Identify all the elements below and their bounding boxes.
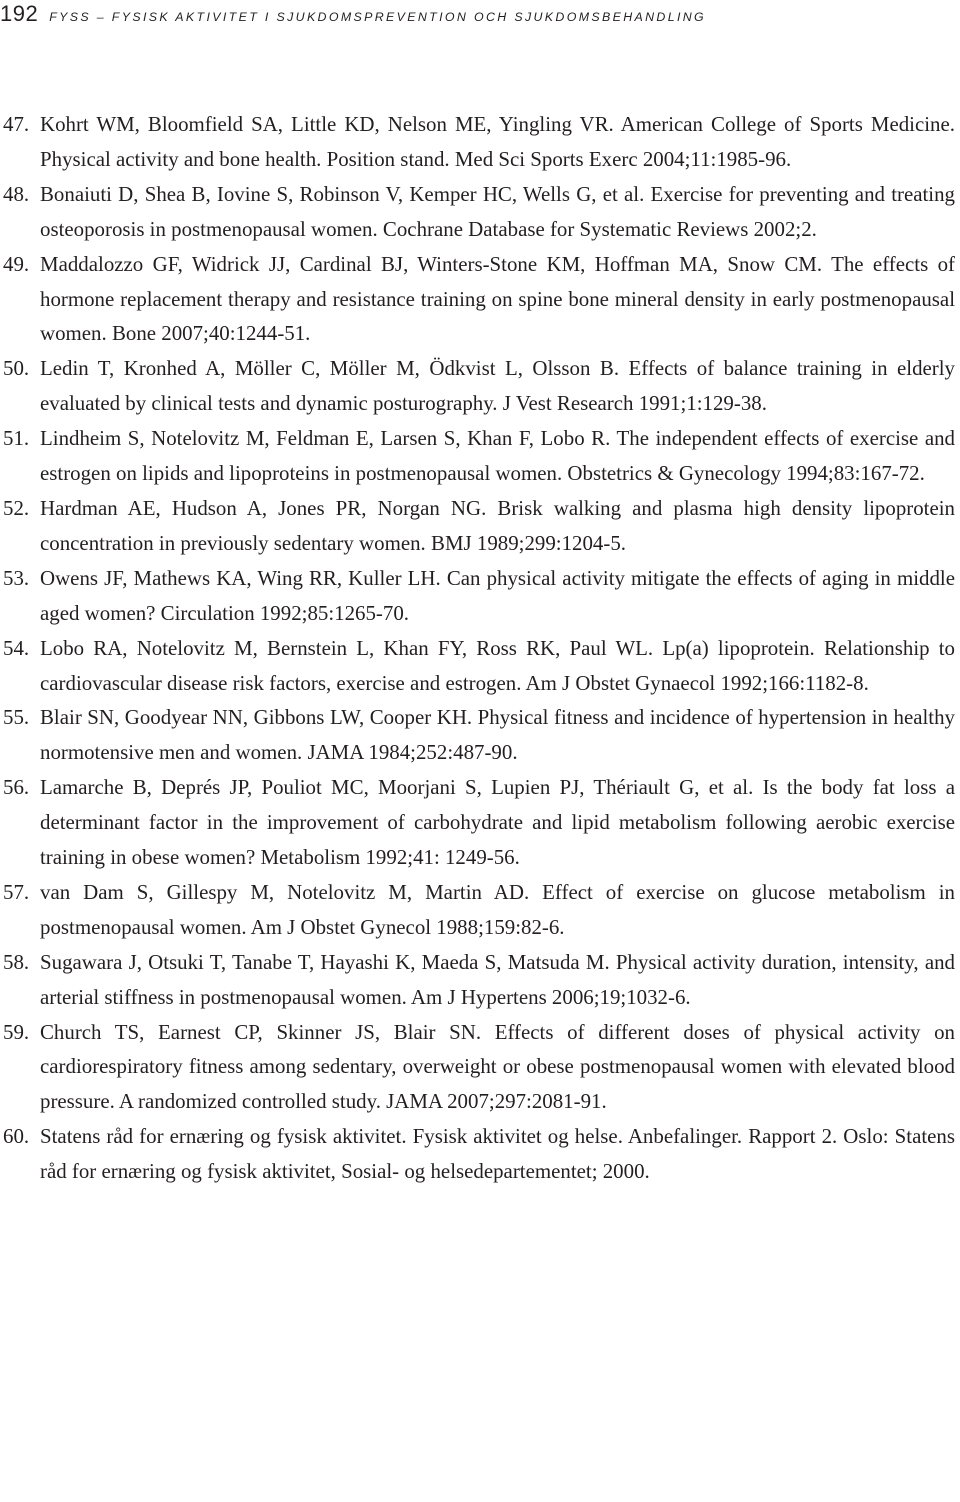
reference-text: Lindheim S, Notelovitz M, Feldman E, Larsen S, Khan F, Lobo R. The independent effects of exercise and estrogen on lipids and lipoproteins in postmenopausal women. Obstetrics & Gynecology 1994;83:167-72. [40,426,955,486]
reference-number: 52. [3,495,30,520]
reference-item [3,247,955,352]
reference-number: 59. [3,1019,30,1044]
reference-text: Lobo RA, Notelovitz M, Bernstein L, Khan FY, Ross RK, Paul WL. Lp(a) lipoprotein. Relationship to cardiovascular disease risk factors, exercise and estrogen. Am J Obstet Gynaecol 1992;166:1182-8. [40,635,955,695]
reference-text: Maddalozzo GF, Widrick JJ, Cardinal BJ, Winters-Stone KM, Hoffman MA, Snow CM. The effects of hormone replacement therapy and resistance training on spine bone mineral density in early postmenopausal women. Bone 2007;40:1244-51. [40,251,955,346]
reference-number: 50. [3,356,30,381]
reference-text: van Dam S, Gillespy M, Notelovitz M, Martin AD. Effect of exercise on glucose metabolism in postmenopausal women. Am J Obstet Gynecol 1988;159:82-6. [40,879,955,939]
reference-item [3,875,955,945]
reference-number: 49. [3,251,30,276]
reference-item [3,1119,955,1189]
reference-item [3,770,955,875]
reference-item [3,177,955,247]
reference-list [3,107,955,1189]
reference-text: Bonaiuti D, Shea B, Iovine S, Robinson V, Kemper HC, Wells G, et al. Exercise for preventing and treating osteoporosis in postmenopausal women. Cochrane Database for Systematic Reviews 2002;2. [40,181,955,241]
reference-text: Hardman AE, Hudson A, Jones PR, Norgan NG. Brisk walking and plasma high density lipoprotein concentration in previously sedentary women. BMJ 1989;299:1204-5. [40,495,955,555]
reference-text: Blair SN, Goodyear NN, Gibbons LW, Cooper KH. Physical fitness and incidence of hypertension in healthy normotensive men and women. JAMA 1984;252:487-90. [40,705,955,765]
reference-number: 57. [3,879,30,904]
reference-text: Statens råd for ernæring og fysisk aktivitet. Fysisk aktivitet og helse. Anbefalinger. Rapport 2. Oslo: Statens råd for ernæring og fysisk aktivitet, Sosial- og helsedepartementet; 2000. [40,1124,955,1184]
reference-number: 54. [3,635,30,660]
reference-item [3,491,955,561]
reference-number: 47. [3,112,30,136]
reference-item [3,1015,955,1120]
reference-item [3,945,955,1015]
reference-text: Kohrt WM, Bloomfield SA, Little KD, Nelson ME, Yingling VR. American College of Sports Medicine. Physical activity and bone health. Position stand. Med Sci Sports Exerc 2004;11:1985-96. [40,112,955,171]
reference-text: Lamarche B, Deprés JP, Pouliot MC, Moorjani S, Lupien PJ, Thériault G, et al. Is the body fat loss a determinant factor in the improvement of carbohydrate and lipid metabolism following aerobic exercise training in obese women? Metabolism 1992;41: 1249-56. [40,775,955,870]
running-header [0,0,706,28]
reference-text: Ledin T, Kronhed A, Möller C, Möller M, Ödkvist L, Olsson B. Effects of balance training in elderly evaluated by clinical tests and dynamic posturography. J Vest Research 1991;1:129-38. [40,356,955,416]
reference-number: 55. [3,705,30,730]
reference-text: Owens JF, Mathews KA, Wing RR, Kuller LH. Can physical activity mitigate the effects of aging in middle aged women? Circulation 1992;85:1265-70. [40,565,955,625]
reference-number: 56. [3,775,30,800]
reference-item [3,561,955,631]
reference-item [3,631,955,701]
reference-item [3,700,955,770]
reference-number: 53. [3,565,30,590]
reference-number: 51. [3,426,30,451]
reference-text: Sugawara J, Otsuki T, Tanabe T, Hayashi K, Maeda S, Matsuda M. Physical activity duration, intensity, and arterial stiffness in postmenopausal women. Am J Hypertens 2006;19;1032-6. [40,949,955,1009]
reference-number: 58. [3,949,30,974]
running-title: FYSS – FYSISK AKTIVITET I SJUKDOMSPREVENTION OCH SJUKDOMSBEHANDLING [49,10,707,24]
reference-item [3,351,955,421]
reference-item [3,107,955,177]
reference-number: 48. [3,181,30,206]
reference-text: Church TS, Earnest CP, Skinner JS, Blair SN. Effects of different doses of physical activity on cardiorespiratory fitness among sedentary, overweight or obese postmenopausal women with elevated blood pressure. A randomized controlled study. JAMA 2007;297:2081-91. [40,1019,955,1114]
page-number: 192 [0,1,39,26]
reference-item [3,421,955,491]
reference-number: 60. [3,1124,30,1149]
